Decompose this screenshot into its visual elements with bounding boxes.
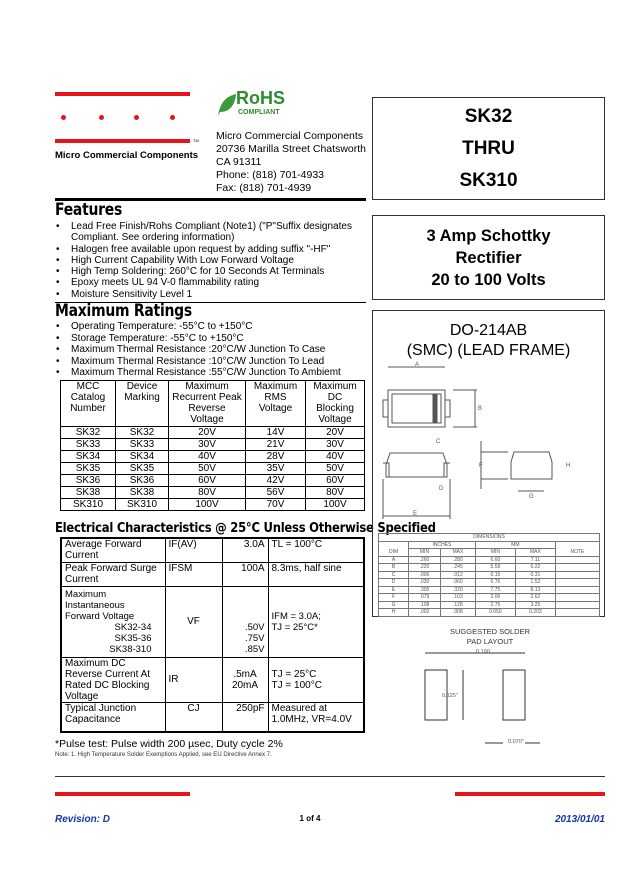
- table-header-cell: DIM: [379, 541, 409, 556]
- table-cell: 20V: [306, 427, 365, 439]
- param-text: Maximum Instantaneous Forward Voltage: [65, 588, 135, 622]
- table-cell: .079: [409, 594, 441, 602]
- sub-part: SK32-34: [114, 621, 152, 633]
- table-cell: SK33: [116, 439, 169, 451]
- rating-item: • Maximum Thermal Resistance :20°C/W Junction To Case: [55, 344, 367, 356]
- solder-dim: 0.190: [476, 649, 490, 655]
- solder-pad-layout: [415, 645, 555, 750]
- rating-item: • Maximum Thermal Resistance :10°C/W Junction To Lead: [55, 356, 367, 368]
- table-row: [61, 439, 365, 451]
- table-cell: .108: [409, 601, 441, 609]
- part-line: SK310: [459, 170, 518, 191]
- table-cell: .060: [440, 579, 475, 587]
- table-cell: 60V: [306, 475, 365, 487]
- rohs-text: RoHS: [236, 88, 285, 108]
- feature-item: • High Current Capability With Low Forward Voltage: [55, 255, 367, 266]
- table-cell: .012: [440, 571, 475, 579]
- date: 2013/01/01: [554, 814, 605, 825]
- table-cell: D: [379, 579, 409, 587]
- table-cell: SK33: [61, 439, 116, 451]
- table-cell: [222, 586, 268, 657]
- package-subtitle: (SMC) (LEAD FRAME): [406, 342, 571, 359]
- table-cell: SK38: [116, 487, 169, 499]
- table-row: [61, 499, 365, 511]
- desc-line: Rectifier: [455, 249, 522, 267]
- condition: TJ = 100°C: [271, 679, 322, 691]
- table-cell: .220: [409, 564, 441, 572]
- table-cell: SK310: [116, 499, 169, 511]
- table-cell: 2.00: [475, 594, 515, 602]
- table-cell: 14V: [246, 427, 306, 439]
- table-cell: SK38: [61, 487, 116, 499]
- table-cell: Maximum DC Reverse Current At Rated DC Blocking Voltage: [61, 657, 165, 702]
- dim-label: D: [439, 486, 444, 492]
- table-cell: [268, 586, 364, 657]
- table-row: [61, 702, 364, 732]
- part-line: THRU: [462, 138, 515, 159]
- table-cell: 0.203: [515, 609, 555, 617]
- table-cell: 8.3ms, half sine: [268, 562, 364, 586]
- leaf-icon: [215, 92, 237, 118]
- electrical-section: [55, 537, 375, 759]
- dim-label: H: [566, 463, 571, 469]
- table-cell: VF: [165, 586, 222, 657]
- table-cell: IFSM: [165, 562, 222, 586]
- dim-label: G: [529, 494, 534, 500]
- solder-dim: 0.125": [442, 693, 458, 699]
- table-cell: G: [379, 601, 409, 609]
- rating-item: • Storage Temperature: -55°C to +150°C: [55, 333, 367, 345]
- table-cell: [268, 702, 364, 732]
- feature-item: • High Temp Soldering: 260°C for 10 Seconds At Terminals: [55, 266, 367, 277]
- table-cell: Peak Forward Surge Current: [61, 562, 165, 586]
- table-cell: [222, 657, 268, 702]
- table-cell: SK32: [116, 427, 169, 439]
- table-cell: 35V: [246, 463, 306, 475]
- table-cell: 0.050: [475, 609, 515, 617]
- table-cell: 0.15: [475, 571, 515, 579]
- ratings-list: [55, 321, 367, 379]
- table-cell: 3.0A: [222, 538, 268, 562]
- table-cell: [555, 556, 599, 564]
- table-header-cell: MIN: [409, 549, 441, 557]
- table-cell: SK35: [116, 463, 169, 475]
- table-header-cell: MIN: [475, 549, 515, 557]
- features-list: [55, 221, 367, 300]
- sub-part: SK38-310: [109, 643, 152, 655]
- description-box: [372, 215, 605, 300]
- table-cell: SK36: [116, 475, 169, 487]
- table-cell: 100A: [222, 562, 268, 586]
- address-line: Phone: (818) 701-4933: [216, 169, 324, 181]
- table-cell: [61, 586, 165, 657]
- dim-label: B: [478, 406, 483, 412]
- table-row: [379, 609, 600, 617]
- condition: Measured at: [271, 702, 328, 714]
- address-block: [216, 130, 366, 195]
- table-cell: F: [379, 594, 409, 602]
- logo-bar-bottom: [55, 139, 190, 143]
- table-row: [61, 487, 365, 499]
- package-title: DO-214AB: [449, 322, 528, 339]
- condition: 1.0MHz, VR=4.0V: [271, 713, 352, 725]
- table-cell: 30V: [169, 439, 246, 451]
- rating-item: • Maximum Thermal Resistance :55°C/W Junction To Ambiemt: [55, 367, 367, 379]
- table-cell: [555, 609, 599, 617]
- address-line: Fax: (818) 701-4939: [216, 182, 312, 194]
- table-cell: 1.52: [515, 579, 555, 587]
- dim-label: E: [413, 511, 418, 517]
- table-cell: 50V: [306, 463, 365, 475]
- table-cell: [555, 579, 599, 587]
- footer-bar: [55, 792, 190, 796]
- rating-item: • Operating Temperature: -55°C to +150°C: [55, 321, 367, 333]
- table-row: [61, 562, 364, 586]
- solder-title: [420, 627, 560, 647]
- address-line: 20736 Marilla Street Chatsworth: [216, 143, 366, 155]
- feature-item: • Lead Free Finish/Rohs Compliant (Note1) ("P"Suffix designates Compliant. See ordering information): [55, 221, 367, 244]
- table-cell: A: [379, 556, 409, 564]
- condition: IFM = 3.0A;: [271, 610, 321, 622]
- table-cell: 250pF: [222, 702, 268, 732]
- dim-label: C: [436, 439, 441, 445]
- dimensions-table: [378, 533, 600, 617]
- address-line: Micro Commercial Components: [216, 130, 364, 142]
- table-row: [61, 475, 365, 487]
- table-row: [379, 556, 600, 564]
- table-cell: 80V: [306, 487, 365, 499]
- table-row: [61, 657, 364, 702]
- table-header-cell: NOTE: [555, 541, 599, 556]
- package-drawing: [373, 311, 606, 536]
- value: .5mA: [233, 668, 257, 680]
- table-header-cell: MAX: [515, 549, 555, 557]
- table-cell: 2.62: [515, 594, 555, 602]
- table-row: [379, 594, 600, 602]
- table-cell: TL = 100°C: [268, 538, 364, 562]
- electrical-table: [60, 537, 365, 733]
- sub-part: SK35-36: [114, 632, 152, 644]
- table-row: [379, 571, 600, 579]
- table-cell: .103: [440, 594, 475, 602]
- table-cell: 0.76: [475, 579, 515, 587]
- ratings-table: [60, 380, 365, 511]
- table-cell: 80V: [169, 487, 246, 499]
- footer-bar: [455, 792, 605, 796]
- table-cell: 60V: [169, 475, 246, 487]
- table-cell: 50V: [169, 463, 246, 475]
- condition: TJ = 25°C: [271, 668, 317, 680]
- table-cell: .008: [440, 609, 475, 617]
- table-cell: 70V: [246, 499, 306, 511]
- table-cell: 6.22: [515, 564, 555, 572]
- logo-dot: [170, 115, 175, 120]
- table-cell: SK32: [61, 427, 116, 439]
- solder-dim: 0.070": [508, 739, 524, 745]
- solder-title-line: SUGGESTED SOLDER: [449, 627, 531, 636]
- table-cell: 3.25: [515, 601, 555, 609]
- table-cell: .320: [440, 586, 475, 594]
- table-cell: [555, 601, 599, 609]
- value: .50V: [244, 621, 265, 633]
- electrical-heading: Electrical Characteristics @ 25°C Unless Otherwise Specified: [55, 520, 436, 536]
- table-cell: 7.75: [475, 586, 515, 594]
- table-row: [61, 451, 365, 463]
- table-header-cell: Maximum DC Blocking Voltage: [306, 381, 365, 427]
- feature-item: • Epoxy meets UL 94 V-0 flammability rating: [55, 277, 367, 288]
- table-cell: .280: [440, 556, 475, 564]
- table-header-cell: Maximum RMS Voltage: [246, 381, 306, 427]
- solder-title-line: PAD LAYOUT: [466, 637, 514, 646]
- table-row: [61, 463, 365, 475]
- table-header-cell: Maximum Recurrent Peak Reverse Voltage: [169, 381, 246, 427]
- part-line: SK32: [464, 106, 513, 127]
- table-cell: SK34: [116, 451, 169, 463]
- table-cell: 40V: [306, 451, 365, 463]
- condition: TJ = 25°C*: [271, 621, 318, 633]
- table-cell: 0.31: [515, 571, 555, 579]
- address-line: CA 91311: [216, 156, 262, 168]
- table-cell: 2.75: [475, 601, 515, 609]
- table-row: [379, 586, 600, 594]
- table-cell: B: [379, 564, 409, 572]
- table-cell: 21V: [246, 439, 306, 451]
- table-cell: 20V: [169, 427, 246, 439]
- table-header-cell: MM: [475, 541, 555, 549]
- table-cell: .030: [409, 579, 441, 587]
- table-cell: IF(AV): [165, 538, 222, 562]
- table-cell: SK310: [61, 499, 116, 511]
- desc-line: 20 to 100 Volts: [431, 271, 546, 289]
- table-row: [379, 579, 600, 587]
- company-name: Micro Commercial Components: [55, 150, 199, 161]
- table-header-cell: MAX: [440, 549, 475, 557]
- table-header-cell: Device Marking: [116, 381, 169, 427]
- logo-dot: [134, 115, 139, 120]
- table-cell: 40V: [169, 451, 246, 463]
- table-header-cell: MCC Catalog Number: [61, 381, 116, 427]
- table-cell: [268, 657, 364, 702]
- table-cell: 6.60: [475, 556, 515, 564]
- table-cell: CJ: [165, 702, 222, 732]
- table-row: [379, 564, 600, 572]
- table-cell: .245: [440, 564, 475, 572]
- desc-line: 3 Amp Schottky: [426, 227, 551, 245]
- feature-item: • Halogen free available upon request by adding suffix "-HF": [55, 244, 367, 255]
- table-cell: 42V: [246, 475, 306, 487]
- value: .75V: [244, 632, 265, 644]
- table-cell: SK34: [61, 451, 116, 463]
- pulse-note: *Pulse test: Pulse width 200 µsec, Duty cycle 2%: [55, 738, 283, 750]
- rohs-compliant-text: COMPLIANT: [238, 109, 280, 116]
- table-cell: [555, 586, 599, 594]
- table-cell: .002: [409, 609, 441, 617]
- page-number: 1 of 4: [299, 814, 321, 823]
- footnote: Note: 1. High Temperature Solder Exemptions Applied, see EU Directive Annex 7.: [55, 752, 272, 758]
- dim-label: A: [415, 362, 420, 368]
- part-number-box: [372, 97, 605, 200]
- table-cell: IR: [165, 657, 222, 702]
- table-cell: 7.11: [515, 556, 555, 564]
- table-row: [61, 538, 364, 562]
- table-cell: .260: [409, 556, 441, 564]
- table-cell: 100V: [306, 499, 365, 511]
- table-cell: H: [379, 609, 409, 617]
- table-cell: [555, 564, 599, 572]
- table-header-cell: INCHES: [409, 541, 476, 549]
- table-header-row: [61, 381, 365, 427]
- revision: Revision: D: [55, 814, 111, 825]
- table-row: [379, 601, 600, 609]
- logo-bar-top: [55, 92, 190, 96]
- table-cell: [555, 571, 599, 579]
- table-cell: 100V: [169, 499, 246, 511]
- divider: [55, 776, 605, 777]
- logo-dot: [61, 115, 66, 120]
- rohs-logo: [215, 88, 295, 120]
- table-header-row: [379, 534, 600, 542]
- table-cell: SK36: [61, 475, 116, 487]
- table-cell: [555, 594, 599, 602]
- table-title: DIMENSIONS: [379, 534, 600, 542]
- ratings-heading: Maximum Ratings: [55, 301, 192, 321]
- table-cell: 28V: [246, 451, 306, 463]
- table-cell: 5.59: [475, 564, 515, 572]
- table-cell: SK35: [61, 463, 116, 475]
- table-cell: .305: [409, 586, 441, 594]
- dim-label: F: [479, 463, 483, 469]
- table-cell: .128: [440, 601, 475, 609]
- value: .85V: [244, 643, 265, 655]
- table-row: [61, 427, 365, 439]
- table-cell: 56V: [246, 487, 306, 499]
- table-cell: 8.13: [515, 586, 555, 594]
- features-heading: Features: [55, 200, 123, 220]
- table-cell: C: [379, 571, 409, 579]
- trademark: TM: [193, 138, 199, 143]
- table-header-row: [379, 541, 600, 549]
- logo-dot: [99, 115, 104, 120]
- table-cell: 30V: [306, 439, 365, 451]
- table-cell: .006: [409, 571, 441, 579]
- table-cell: Average Forward Current: [61, 538, 165, 562]
- table-cell: Typical Junction Capacitance: [61, 702, 165, 732]
- feature-item: • Moisture Sensitivity Level 1: [55, 289, 367, 300]
- table-cell: E: [379, 586, 409, 594]
- table-row: [61, 586, 364, 657]
- value: 20mA: [231, 679, 259, 691]
